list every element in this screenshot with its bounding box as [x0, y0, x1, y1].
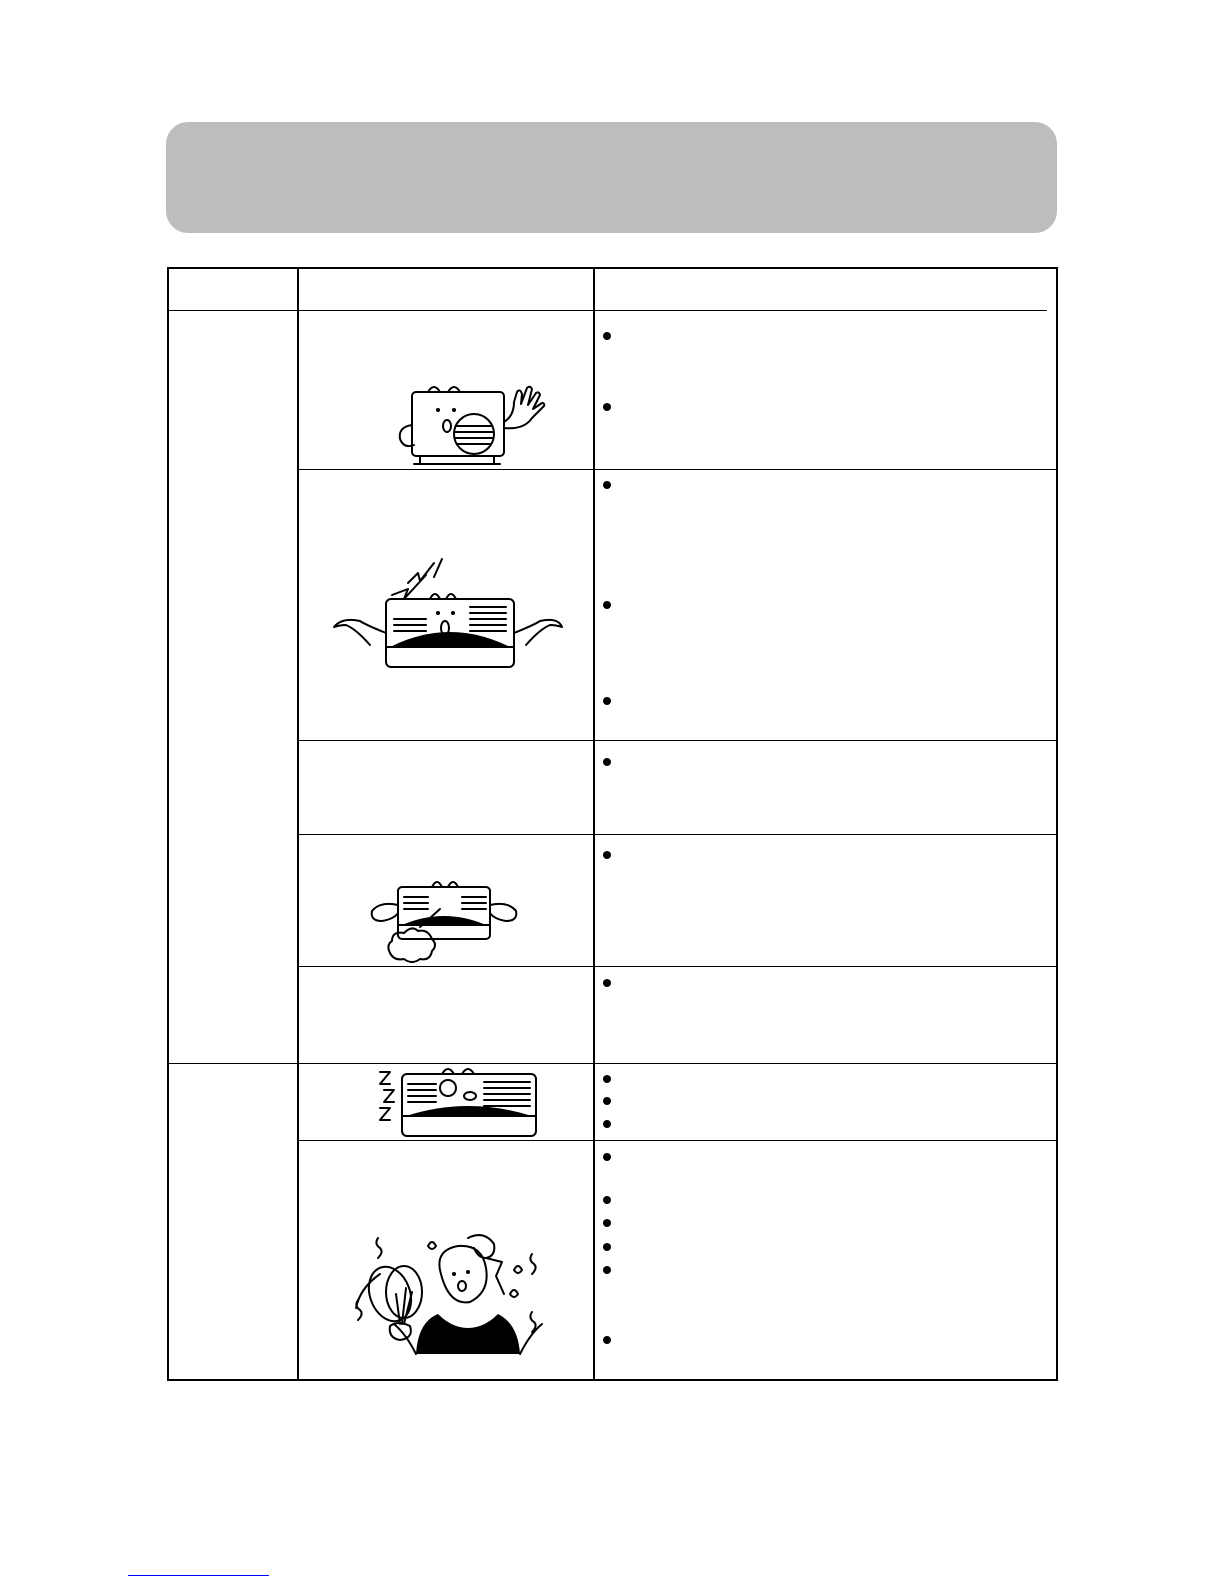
bullet-marker — [603, 481, 611, 489]
person-sweating-fan-illustration — [350, 1230, 550, 1370]
bullet-marker — [603, 758, 611, 766]
bullet-marker — [603, 1336, 611, 1344]
bullet-marker — [603, 1097, 611, 1105]
bullet-marker — [603, 1219, 611, 1227]
row-divider — [298, 834, 1056, 835]
bullet-marker — [603, 851, 611, 859]
column-divider-2 — [593, 267, 595, 1381]
bullet-marker — [603, 1075, 611, 1083]
bullet-marker — [603, 332, 611, 340]
row-divider — [298, 740, 1056, 741]
bullet-marker — [603, 1243, 611, 1251]
group-divider — [167, 1063, 1056, 1064]
bullet-marker — [603, 697, 611, 705]
ac-unit-stop-hand-illustration — [390, 380, 560, 470]
ac-unit-mist-illustration — [368, 875, 528, 965]
troubleshooting-table — [167, 267, 1058, 1381]
header-band — [166, 122, 1057, 233]
ac-unit-sleeping-illustration — [378, 1068, 538, 1140]
bullet-marker — [603, 1266, 611, 1274]
bullet-marker — [603, 403, 611, 411]
row-divider — [298, 1140, 1056, 1141]
header-row-divider — [167, 310, 1047, 311]
bullet-marker — [603, 1196, 611, 1204]
ac-unit-noise-shrug-illustration — [330, 555, 562, 680]
bullet-marker — [603, 601, 611, 609]
row-divider — [298, 966, 1056, 967]
bullet-marker — [603, 1153, 611, 1161]
bullet-marker — [603, 979, 611, 987]
footer-link-underline[interactable] — [128, 1575, 269, 1576]
column-divider-1 — [297, 267, 299, 1381]
bullet-marker — [603, 1120, 611, 1128]
